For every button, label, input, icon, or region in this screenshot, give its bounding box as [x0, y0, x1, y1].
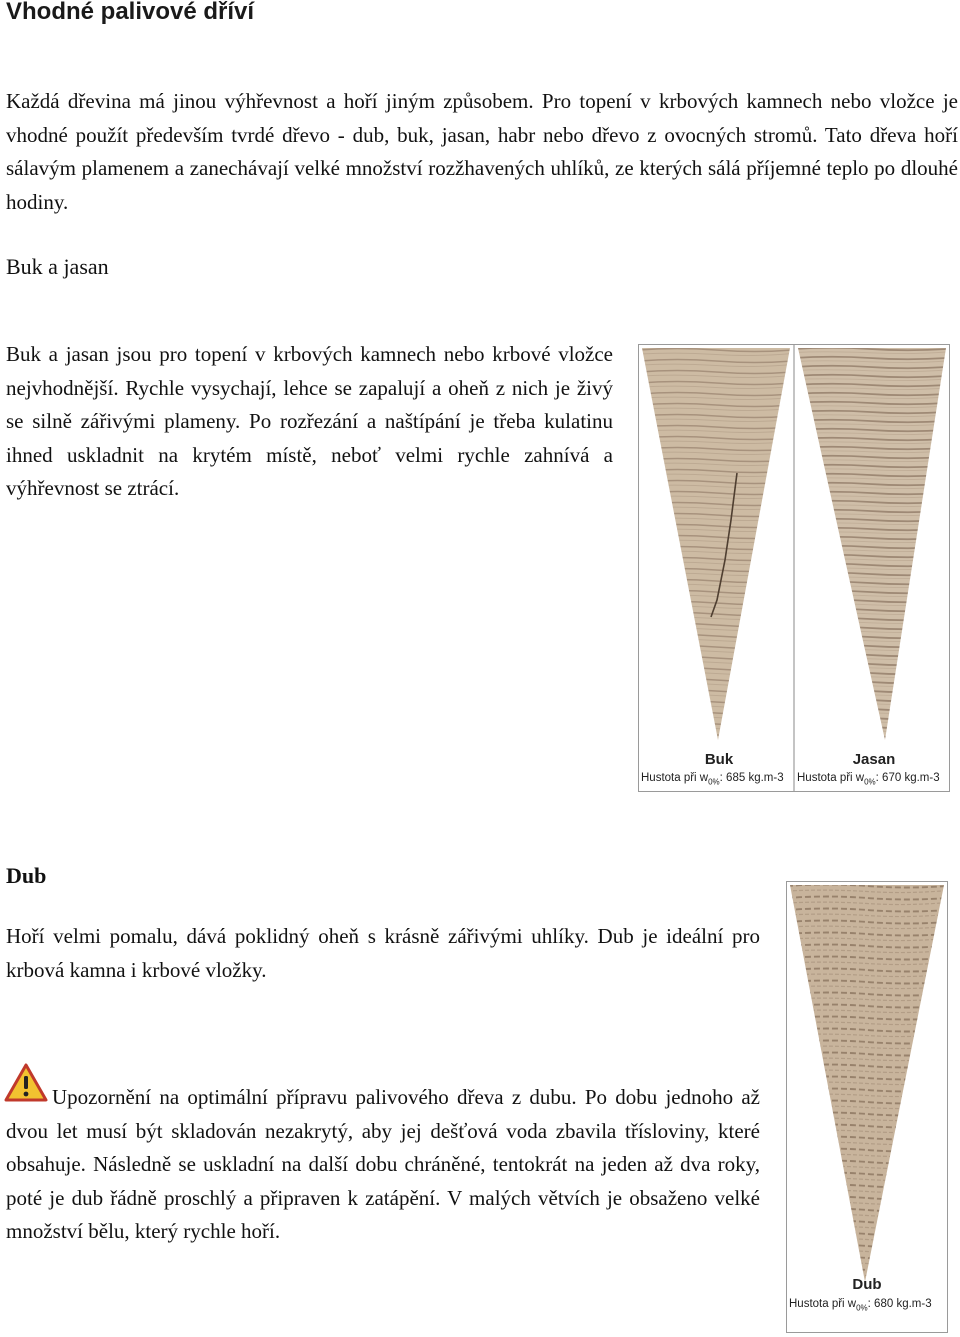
buk-jasan-paragraph: Buk a jasan jsou pro topení v krbových kamnech nebo krbové vložce nejvhodnější. Rychle vysychají, lehce se zapalují a oheň z nich je živý se silně zářivými plameny. Po rozřezání a naštípání je třeba kulatinu ihned uskladnit na krytém místě, neboť velmi rychle zahnívá a výhřevnost se ztrácí.	[6, 342, 613, 500]
dub-density: Hustota při $w_{0\%}$: 680 kg.m-3	[789, 1298, 932, 1313]
dub-figure	[786, 881, 948, 1333]
jasan-density: Hustota při $w_{0\%}$: 670 kg.m-3	[797, 772, 940, 787]
page-title: Vhodné palivové dříví	[6, 0, 255, 25]
intro-paragraph: Každá dřevina má jinou výhřevnost a hoří jiným způsobem. Pro topení v krbových kamnech nebo vložce je vhodné použít především tvrdé dřevo - dub, buk, jasan, habr nebo dřevo z ovocných stromů. Tato dřeva hoří sálavým plamenem a zanechávají velké množství rozžhavených uhlíků, ze kterých sálá příjemné teplo po dlouhé hodiny.	[6, 89, 958, 214]
dub-wood-wedge	[790, 885, 944, 1282]
buk-jasan-figure	[638, 344, 950, 792]
buk-wood-wedge	[642, 348, 790, 740]
section-heading-buk-jasan: Buk a jasan	[6, 254, 109, 279]
buk-label: Buk	[704, 751, 734, 768]
wood-cross-sections-image	[639, 345, 949, 791]
dub-cross-section-image	[787, 882, 947, 1332]
dub-warning-paragraph: Upozornění na optimální přípravu palivového dřeva z dubu. Po dobu jednoho až dvou let musí být skladován nezakrytý, aby jej dešťová voda zbavila třísloviny, které obsahuje. Následně se uskladní na další dobu chráněné, tentokrát na jeden až dva roky, poté je dub řádně proschlý a připraven k zatápění. V malých větvích je obsaženo velké množství bělu, který rychle hoří.	[6, 1085, 760, 1243]
buk-density: Hustota při $w_{0\%}$: 685 kg.m-3	[641, 772, 784, 787]
jasan-wood-wedge	[798, 348, 946, 740]
section-heading-dub: Dub	[6, 863, 47, 888]
dub-paragraph: Hoří velmi pomalu, dává poklidný oheň s krásně zářivými uhlíky. Dub je ideální pro krbová kamna i krbové vložky.	[6, 924, 760, 982]
dub-label: Dub	[852, 1276, 882, 1293]
jasan-label: Jasan	[852, 751, 896, 768]
